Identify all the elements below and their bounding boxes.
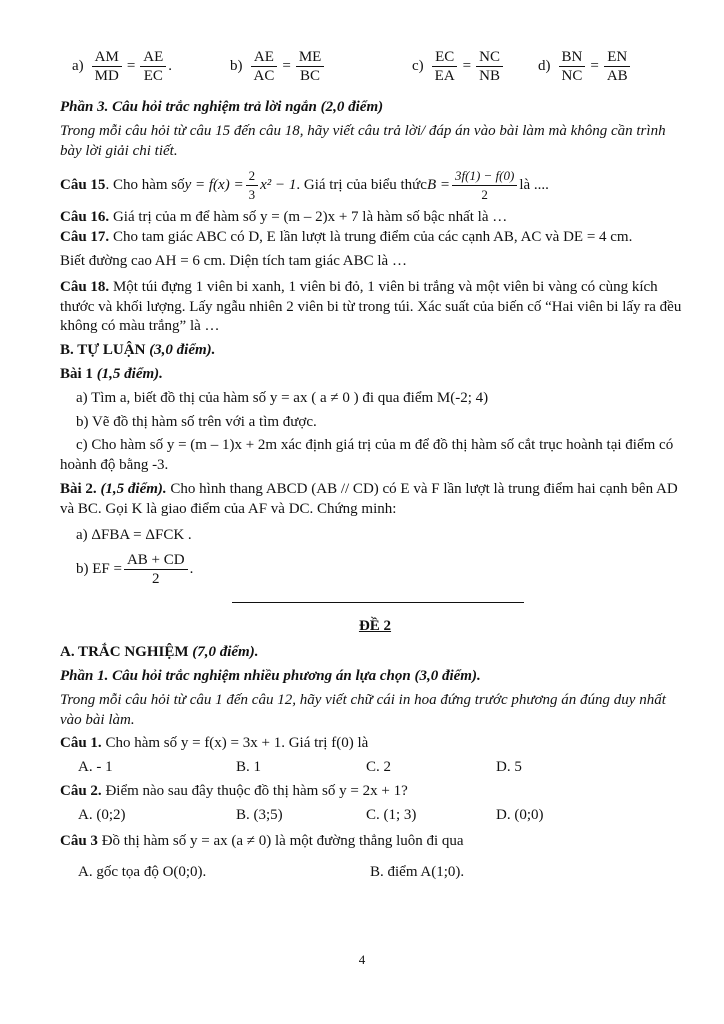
bai1-heading: Bài 1 (1,5 điểm).: [60, 365, 163, 382]
de2-q2-choices: A. (0;2) B. (3;5) C. (1; 3) D. (0;0): [78, 806, 544, 823]
de2-question-3: Câu 3 Đồ thị hàm số y = ax (a ≠ 0) là một đường thẳng luôn đi qua: [60, 832, 464, 849]
bai1-c: c) Cho hàm số y = (m – 1)x + 2m xác định giá trị của m để đồ thị hàm số cắt trục hoành tại điểm có hoành độ bằng -3.: [60, 437, 674, 474]
question-15: Câu 15 . Cho hàm số y = f(x) = $\frac{2}{3}$ x² − 1 . Giá trị của biểu thức B = $\frac{3f(1) - f(0)}{2}$ là ....: [60, 168, 549, 203]
option-d: d) $\frac{BN}{NC}$ = $\frac{EN}{AB}$: [538, 48, 633, 85]
question-16: Câu 16. Giá trị của m để hàm số y = (m – 2)x + 7 là hàm số bậc nhất là …: [60, 209, 508, 226]
part3-heading: Phần 3. Câu hỏi trắc nghiệm trả lời ngắn (2,0 điểm): [60, 99, 384, 115]
bai2-a: a) ΔFBA = ΔFCK .: [76, 526, 192, 543]
de2-q3-choices: A. gốc tọa độ O(0;0). B. điểm A(1;0).: [78, 864, 465, 881]
option-c: c) $\frac{EC}{EA}$ = $\frac{NC}{NB}$: [412, 48, 505, 85]
answer-options-row: [60, 48, 690, 94]
de2-part1-heading: Phần 1. Câu hỏi trắc nghiệm nhiều phương án lựa chọn (3,0 điểm).: [60, 667, 481, 684]
bai1-b: b) Vẽ đồ thị hàm số trên với a tìm được.: [76, 413, 317, 430]
partB-heading: B. TỰ LUẬN (3,0 điểm).: [60, 342, 216, 359]
page-number: 4: [358, 952, 366, 967]
question-17: Câu 17. Cho tam giác ABC có D, E lần lượt là trung điểm của các cạnh AB, AC và DE = 4 cm.: [60, 229, 633, 246]
question-18: Câu 18. Một túi đựng 1 viên bi xanh, 1 viên bi đỏ, 1 viên bi trắng và một viên bi vàng có cùng kích thước và khối lượng. Lấy ngẫu nhiên 2 viên bi từ trong túi. Xác suất của biến cố “Hai viên bi lấy ra đều không có màu trắng” là …: [60, 278, 682, 335]
bai2: Bài 2. (1,5 điểm). Cho hình thang ABCD (AB // CD) có E và F lần lượt là trung điểm hai cạnh bên AD và BC. Gọi K là giao điểm của AF và DC. Chứng minh:: [60, 480, 678, 517]
exam-2-title: ĐỀ 2: [358, 618, 392, 635]
question-17-cont: Biết đường cao AH = 6 cm. Diện tích tam giác ABC là …: [60, 252, 407, 269]
option-b: b) $\frac{AE}{AC}$ = $\frac{ME}{BC}$: [230, 48, 326, 85]
part3-instruction: Trong mỗi câu hỏi từ câu 15 đến câu 18, hãy viết câu trả lời/ đáp án vào bài làm mà không cần trình bày lời giải chi tiết.: [60, 122, 666, 159]
bai1-a: a) Tìm a, biết đồ thị của hàm số y = ax ( a ≠ 0 ) đi qua điểm M(-2; 4): [76, 389, 489, 406]
de2-question-1: Câu 1. Cho hàm số y = f(x) = 3x + 1. Giá trị f(0) là: [60, 735, 369, 752]
de2-part1-instruction: Trong mỗi câu hỏi từ câu 1 đến câu 12, hãy viết chữ cái in hoa đứng trước phương án đúng duy nhất vào bài làm.: [60, 691, 666, 728]
de2-q1-choices: A. - 1 B. 1 C. 2 D. 5: [78, 759, 522, 776]
option-a: a) $\frac{AM}{MD}$ = $\frac{AE}{EC}$ .: [72, 49, 173, 84]
de2-A-heading: A. TRẮC NGHIỆM (7,0 điểm).: [60, 644, 259, 661]
bai2-b: b) EF = $\frac{AB + CD}{2}$ .: [76, 552, 194, 588]
section-divider: [232, 602, 524, 603]
document-page: [60, 48, 690, 883]
de2-question-2: Câu 2. Điểm nào sau đây thuộc đồ thị hàm số y = 2x + 1?: [60, 782, 408, 799]
